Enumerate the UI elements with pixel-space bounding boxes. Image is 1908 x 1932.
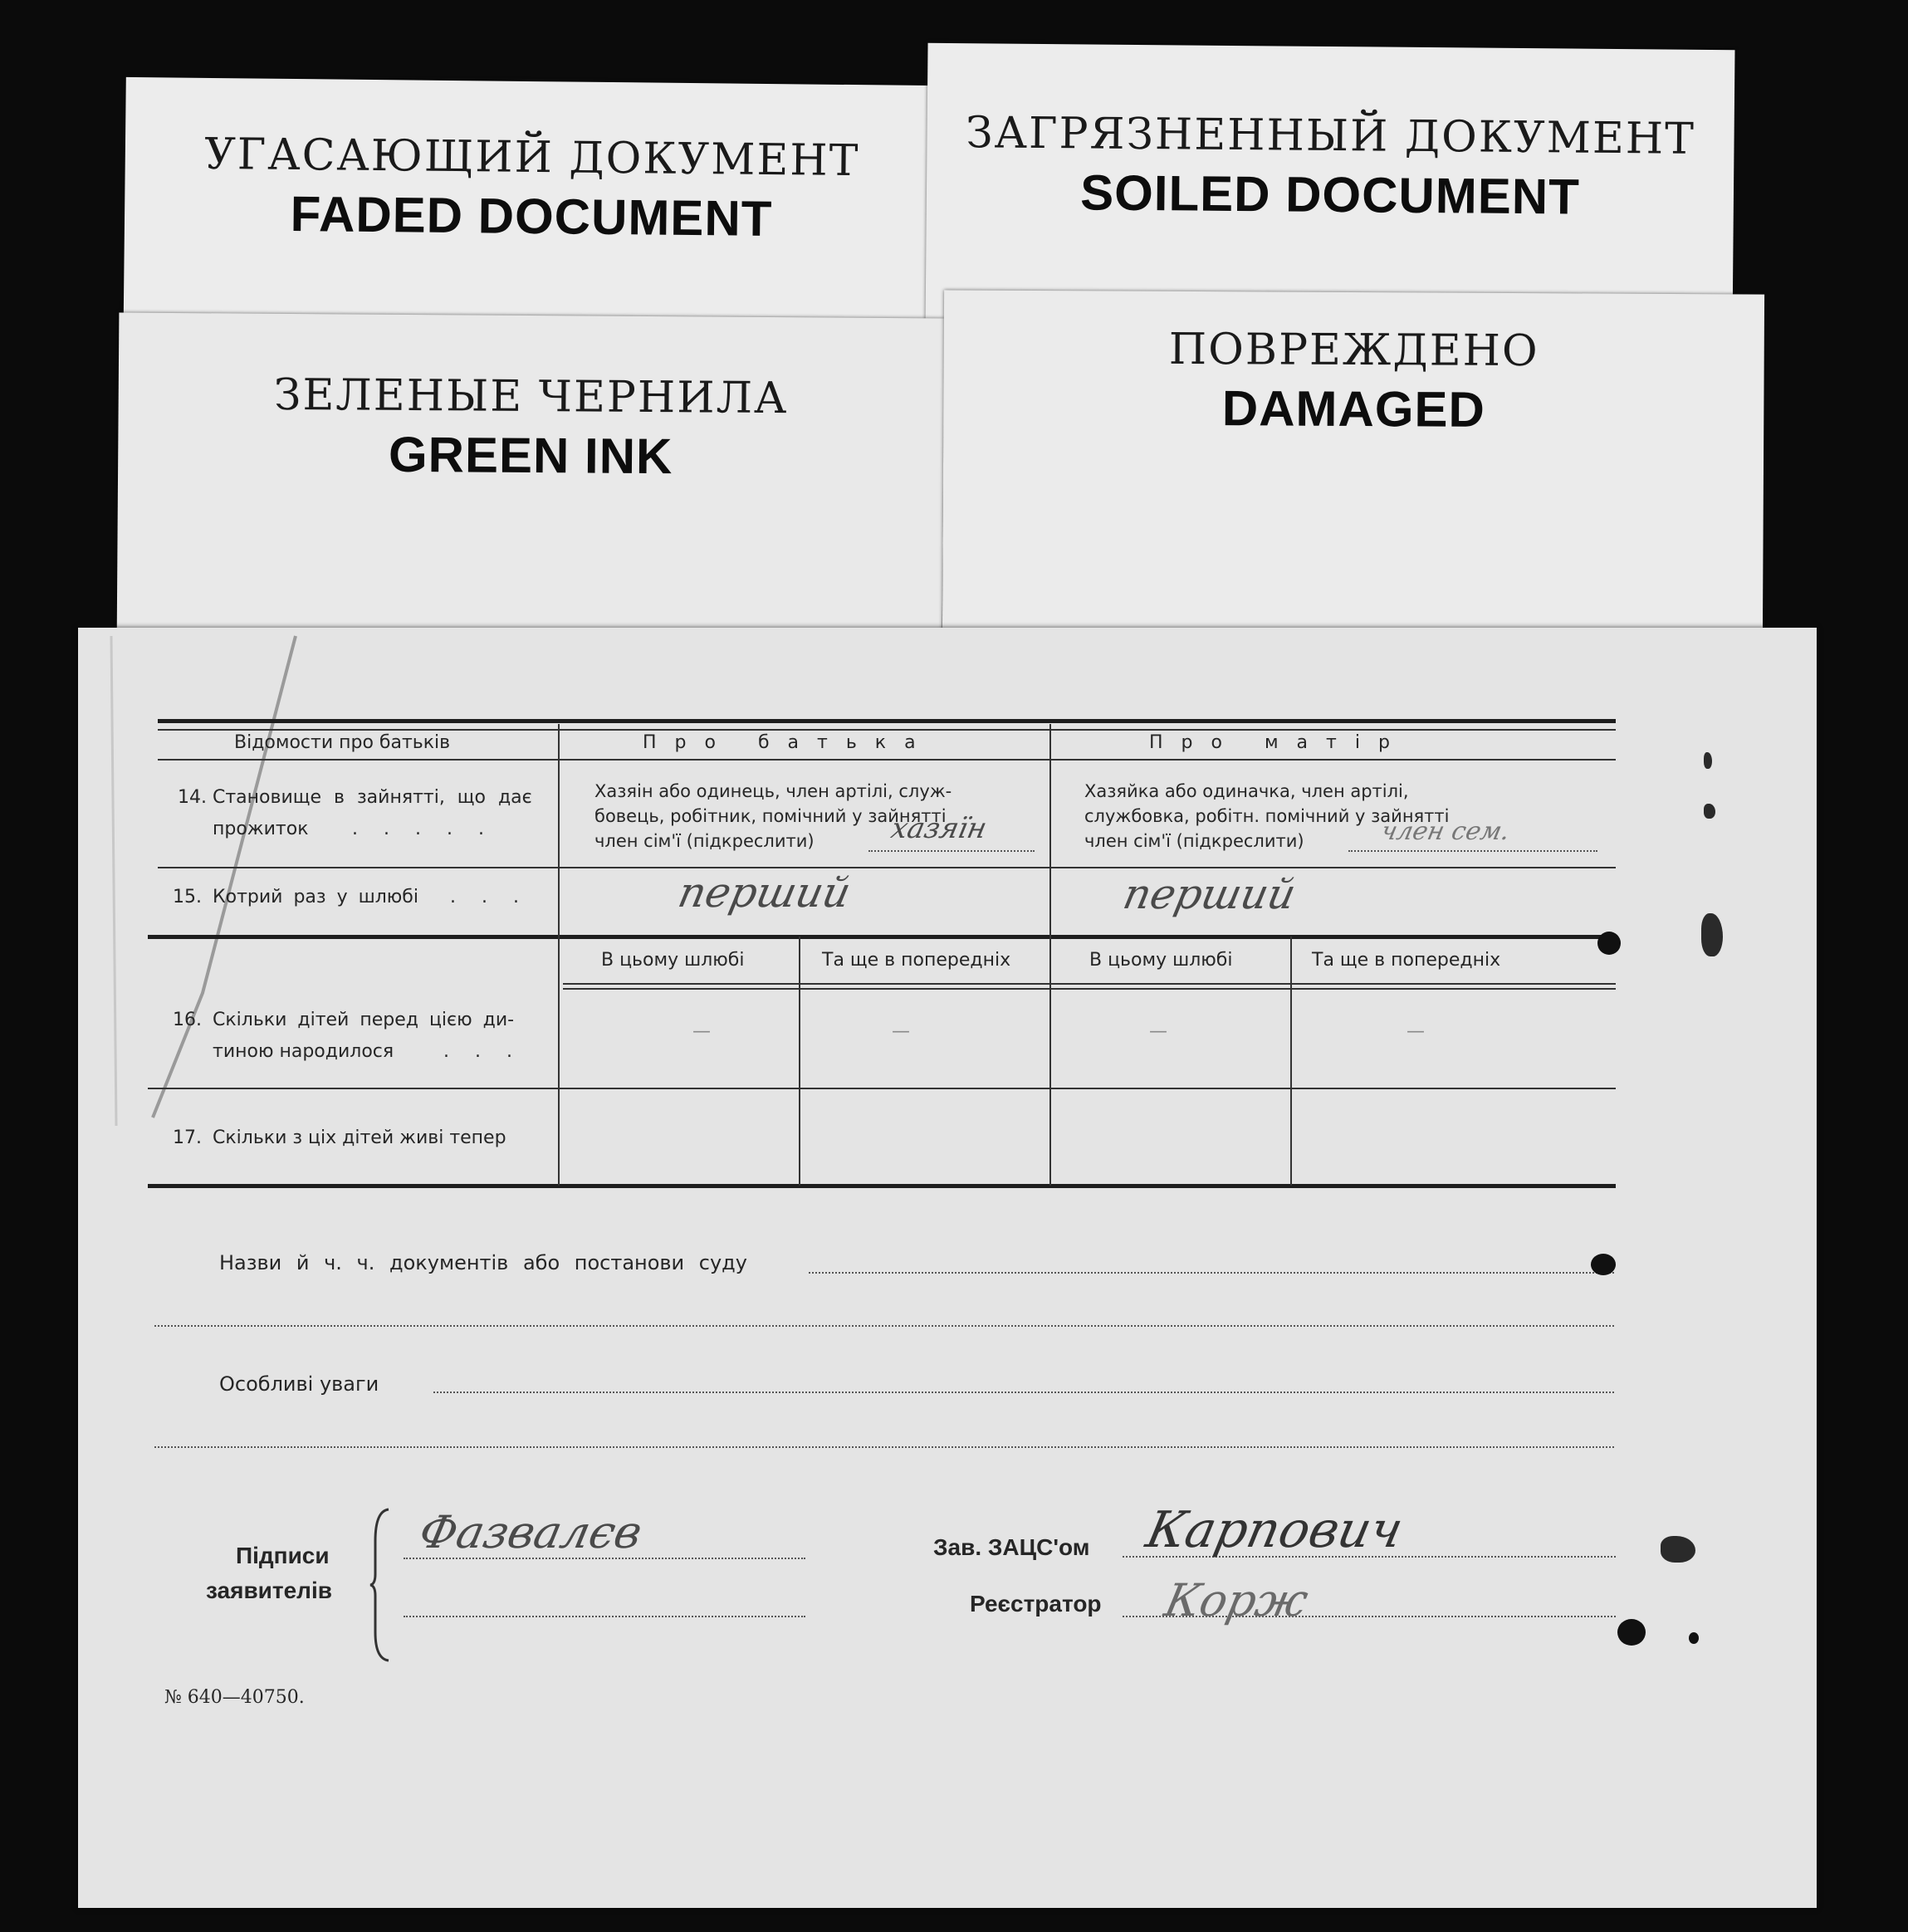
col-divider-1	[558, 724, 560, 1186]
header-parents-info: Відомости про батьків	[234, 732, 451, 753]
head-label: Зав. ЗАЦС'ом	[933, 1534, 1090, 1560]
row14-mother-line2: службовка, робітн. помічний у зайнятті	[1084, 806, 1450, 826]
record-form-sheet	[78, 628, 1817, 1908]
header-about-mother: Про матір	[1149, 732, 1408, 753]
row14-mother-handwriting: член сем.	[1378, 817, 1513, 846]
col-divider-2	[1049, 724, 1051, 1186]
row17-label: Скільки з ціх дітей живі тепер	[213, 1127, 506, 1148]
row17-number: 17.	[173, 1127, 202, 1148]
damage-mark	[1704, 752, 1712, 769]
damaged-card	[942, 290, 1764, 643]
subheader-father-previous: Та ще в попередніх	[822, 950, 1011, 971]
row16-bottom-rule	[148, 1088, 1616, 1089]
signature-line-2	[404, 1616, 805, 1617]
row15-bottom-rule	[148, 935, 1616, 939]
damage-mark	[1704, 804, 1715, 819]
green-ink-card	[117, 313, 945, 651]
row14-label-line2: прожиток	[213, 819, 309, 839]
row14-mother-line3: член сім'ї (підкреслити)	[1084, 831, 1304, 851]
row14-father-handwriting: хазяїн	[888, 812, 991, 845]
notes-fill-line-2	[154, 1446, 1614, 1448]
row15-mother-handwriting: перший	[1118, 870, 1300, 918]
subheader-father-current: В цьому шлюбі	[601, 950, 745, 971]
documents-label: Назви й ч. ч. документів або постанови суду	[219, 1251, 747, 1274]
card-title-ru: ПОВРЕЖДЕНО	[1168, 324, 1539, 377]
row15-father-handwriting: перший	[673, 868, 855, 917]
row14-mother-line1: Хазяйка або одиначка, член артілі,	[1084, 781, 1409, 801]
header-bottom-rule	[158, 759, 1616, 761]
card-title-ru: ЗЕЛЕНЫЕ ЧЕРНИЛА	[273, 369, 789, 424]
row14-number: 14.	[178, 787, 207, 808]
signatures-label-line1: Підписи	[236, 1543, 330, 1568]
form-number: № 640—40750.	[164, 1687, 305, 1708]
notes-label: Особливі уваги	[219, 1372, 379, 1396]
header-about-father: Про батька	[643, 732, 934, 753]
documents-fill-line-2	[154, 1325, 1614, 1327]
card-title-en: GREEN INK	[388, 426, 673, 485]
col-divider-mother	[1290, 937, 1292, 1186]
row14-bottom-rule	[158, 867, 1616, 868]
row16-label-line1: Скільки дітей перед цією ди-	[213, 1010, 515, 1030]
row14-father-line3: член сім'ї (підкреслити)	[594, 831, 815, 851]
row14-father-line2: бовець, робітник, помічний у зайнятті	[594, 806, 947, 826]
card-title-ru: УГАСАЮЩИЙ ДОКУМЕНТ	[203, 129, 860, 187]
row14-mother-fill-line	[1348, 850, 1597, 852]
punch-hole	[1597, 932, 1621, 955]
registrar-label: Реєстратор	[970, 1591, 1102, 1617]
punch-hole	[1689, 1632, 1699, 1644]
row15-label-dots: . . .	[450, 887, 529, 907]
row16-number: 16.	[173, 1010, 202, 1030]
row16-father-previous-value: —	[892, 1021, 910, 1042]
documents-fill-line	[809, 1272, 1614, 1274]
damage-mark	[1661, 1536, 1695, 1563]
punch-hole	[1617, 1619, 1646, 1646]
card-title-en: DAMAGED	[1221, 380, 1486, 438]
table-bottom-rule	[148, 1184, 1616, 1188]
row15-number: 15.	[173, 887, 202, 907]
row14-label-line1: Становище в зайнятті, що дає	[213, 787, 532, 808]
row16-father-current-value: —	[692, 1021, 711, 1042]
row14-father-line1: Хазяін або одинець, член артілі, служ-	[594, 781, 952, 801]
card-title-en: SOILED DOCUMENT	[1079, 164, 1581, 225]
subheader-mother-previous: Та ще в попередніх	[1312, 950, 1501, 971]
col-divider-father	[799, 937, 800, 1186]
registrar-signature: Корж	[1160, 1574, 1313, 1626]
row16-mother-previous-value: —	[1407, 1021, 1425, 1042]
damage-mark	[1701, 913, 1723, 956]
card-title-en: FADED DOCUMENT	[290, 185, 773, 247]
row16-label-line2: тиною народилося	[213, 1041, 394, 1062]
subheader-rule	[563, 983, 1616, 985]
subheader-mother-current: В цьому шлюбі	[1089, 950, 1233, 971]
notes-fill-line	[433, 1392, 1614, 1393]
row15-label: Котрий раз у шлюбі	[213, 887, 418, 907]
table-top-rule	[158, 719, 1616, 723]
signatures-label-line2: заявителів	[206, 1577, 332, 1603]
row14-label-dots: . . . . .	[352, 819, 494, 839]
punch-hole	[1591, 1254, 1616, 1275]
row16-mother-current-value: —	[1149, 1021, 1167, 1042]
card-title-ru: ЗАГРЯЗНЕННЫЙ ДОКУМЕНТ	[966, 108, 1696, 164]
head-signature: Карпович	[1141, 1501, 1408, 1559]
signature-brace	[369, 1508, 394, 1662]
applicant-signature: Фазвалєв	[414, 1506, 647, 1558]
row14-father-fill-line	[868, 850, 1035, 852]
row16-label-dots: . . .	[443, 1041, 522, 1062]
subheader-rule-2	[563, 988, 1616, 990]
